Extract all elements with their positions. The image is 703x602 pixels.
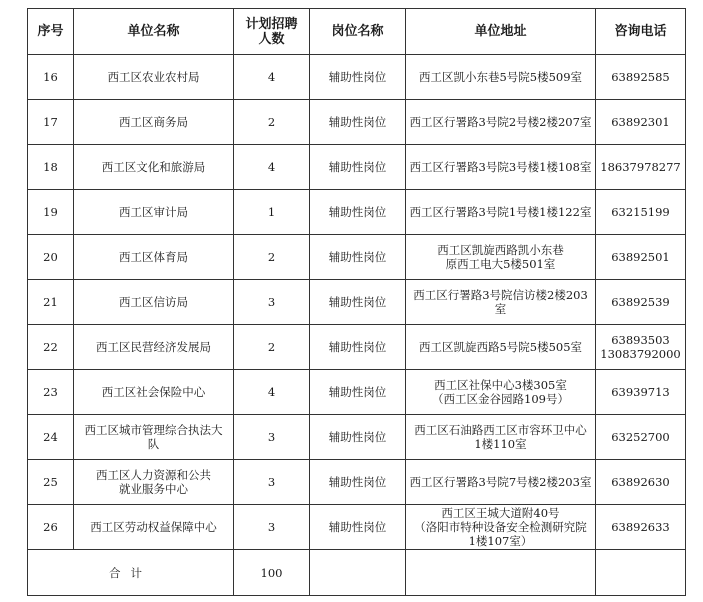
row-no: 17 <box>28 100 74 145</box>
header-address: 单位地址 <box>406 9 596 55</box>
row-no: 22 <box>28 325 74 370</box>
table-row <box>28 325 686 370</box>
row-planned-count: 3 <box>234 415 310 460</box>
recruitment-table <box>27 8 686 596</box>
row-no: 24 <box>28 415 74 460</box>
row-address: 西工区行署路3号院3号楼1楼108室 <box>406 145 596 190</box>
row-address: 西工区行署路3号院1号楼1楼122室 <box>406 190 596 235</box>
row-phone: 63939713 <box>596 370 686 415</box>
row-no: 21 <box>28 280 74 325</box>
row-phone: 63892301 <box>596 100 686 145</box>
header-row <box>28 9 686 55</box>
row-phone: 63892501 <box>596 235 686 280</box>
row-no: 26 <box>28 505 74 550</box>
row-planned-count: 4 <box>234 370 310 415</box>
row-post-name: 辅助性岗位 <box>310 235 406 280</box>
row-phone: 63252700 <box>596 415 686 460</box>
row-planned-count: 2 <box>234 235 310 280</box>
row-post-name: 辅助性岗位 <box>310 325 406 370</box>
table-row <box>28 370 686 415</box>
row-post-name: 辅助性岗位 <box>310 370 406 415</box>
row-no: 16 <box>28 55 74 100</box>
row-address: 西工区凯小东巷5号院5楼509室 <box>406 55 596 100</box>
row-planned-count: 4 <box>234 55 310 100</box>
row-post-name: 辅助性岗位 <box>310 190 406 235</box>
row-unit-name: 西工区农业农村局 <box>74 55 234 100</box>
row-phone: 63892633 <box>596 505 686 550</box>
row-planned-count: 3 <box>234 505 310 550</box>
header-post-name: 岗位名称 <box>310 9 406 55</box>
header-no: 序号 <box>28 9 74 55</box>
row-no: 19 <box>28 190 74 235</box>
header-planned-count: 计划招聘 人数 <box>234 9 310 55</box>
row-unit-name: 西工区体育局 <box>74 235 234 280</box>
table-row <box>28 460 686 505</box>
row-phone: 18637978277 <box>596 145 686 190</box>
row-no: 23 <box>28 370 74 415</box>
row-no: 25 <box>28 460 74 505</box>
row-planned-count: 4 <box>234 145 310 190</box>
row-post-name: 辅助性岗位 <box>310 100 406 145</box>
total-empty-cell <box>310 550 406 596</box>
row-post-name: 辅助性岗位 <box>310 415 406 460</box>
table-row <box>28 235 686 280</box>
total-row <box>28 550 686 596</box>
row-planned-count: 3 <box>234 280 310 325</box>
row-address: 西工区行署路3号院2号楼2楼207室 <box>406 100 596 145</box>
row-post-name: 辅助性岗位 <box>310 55 406 100</box>
row-post-name: 辅助性岗位 <box>310 280 406 325</box>
row-post-name: 辅助性岗位 <box>310 505 406 550</box>
row-post-name: 辅助性岗位 <box>310 460 406 505</box>
table-row <box>28 100 686 145</box>
row-phone: 63892539 <box>596 280 686 325</box>
total-empty-cell <box>406 550 596 596</box>
row-unit-name: 西工区民营经济发展局 <box>74 325 234 370</box>
row-address: 西工区行署路3号院7号楼2楼203室 <box>406 460 596 505</box>
table-row <box>28 280 686 325</box>
row-phone: 63215199 <box>596 190 686 235</box>
total-label: 合计 <box>28 550 234 596</box>
row-unit-name: 西工区商务局 <box>74 100 234 145</box>
row-unit-name: 西工区劳动权益保障中心 <box>74 505 234 550</box>
row-address: 西工区行署路3号院信访楼2楼203 室 <box>406 280 596 325</box>
row-address: 西工区凯旋西路凯小东巷 原西工电大5楼501室 <box>406 235 596 280</box>
row-post-name: 辅助性岗位 <box>310 145 406 190</box>
row-unit-name: 西工区城市管理综合执法大 队 <box>74 415 234 460</box>
table-row <box>28 415 686 460</box>
row-unit-name: 西工区文化和旅游局 <box>74 145 234 190</box>
header-unit-name: 单位名称 <box>74 9 234 55</box>
table-row <box>28 145 686 190</box>
row-no: 18 <box>28 145 74 190</box>
row-planned-count: 1 <box>234 190 310 235</box>
header-phone: 咨询电话 <box>596 9 686 55</box>
row-phone: 63892585 <box>596 55 686 100</box>
total-count: 100 <box>234 550 310 596</box>
row-planned-count: 3 <box>234 460 310 505</box>
row-planned-count: 2 <box>234 100 310 145</box>
row-unit-name: 西工区社会保险中心 <box>74 370 234 415</box>
row-address: 西工区王城大道附40号 （洛阳市特种设备安全检测研究院 1楼107室） <box>406 505 596 550</box>
row-address: 西工区石油路西工区市容环卫中心 1楼110室 <box>406 415 596 460</box>
table-body <box>28 55 686 550</box>
row-unit-name: 西工区信访局 <box>74 280 234 325</box>
table-row <box>28 190 686 235</box>
total-empty-cell <box>596 550 686 596</box>
row-no: 20 <box>28 235 74 280</box>
row-address: 西工区社保中心3楼305室 （西工区金谷园路109号） <box>406 370 596 415</box>
row-unit-name: 西工区审计局 <box>74 190 234 235</box>
row-phone: 63893503 13083792000 <box>596 325 686 370</box>
row-phone: 63892630 <box>596 460 686 505</box>
row-address: 西工区凯旋西路5号院5楼505室 <box>406 325 596 370</box>
table-row <box>28 505 686 550</box>
row-planned-count: 2 <box>234 325 310 370</box>
table-row <box>28 55 686 100</box>
row-unit-name: 西工区人力资源和公共 就业服务中心 <box>74 460 234 505</box>
